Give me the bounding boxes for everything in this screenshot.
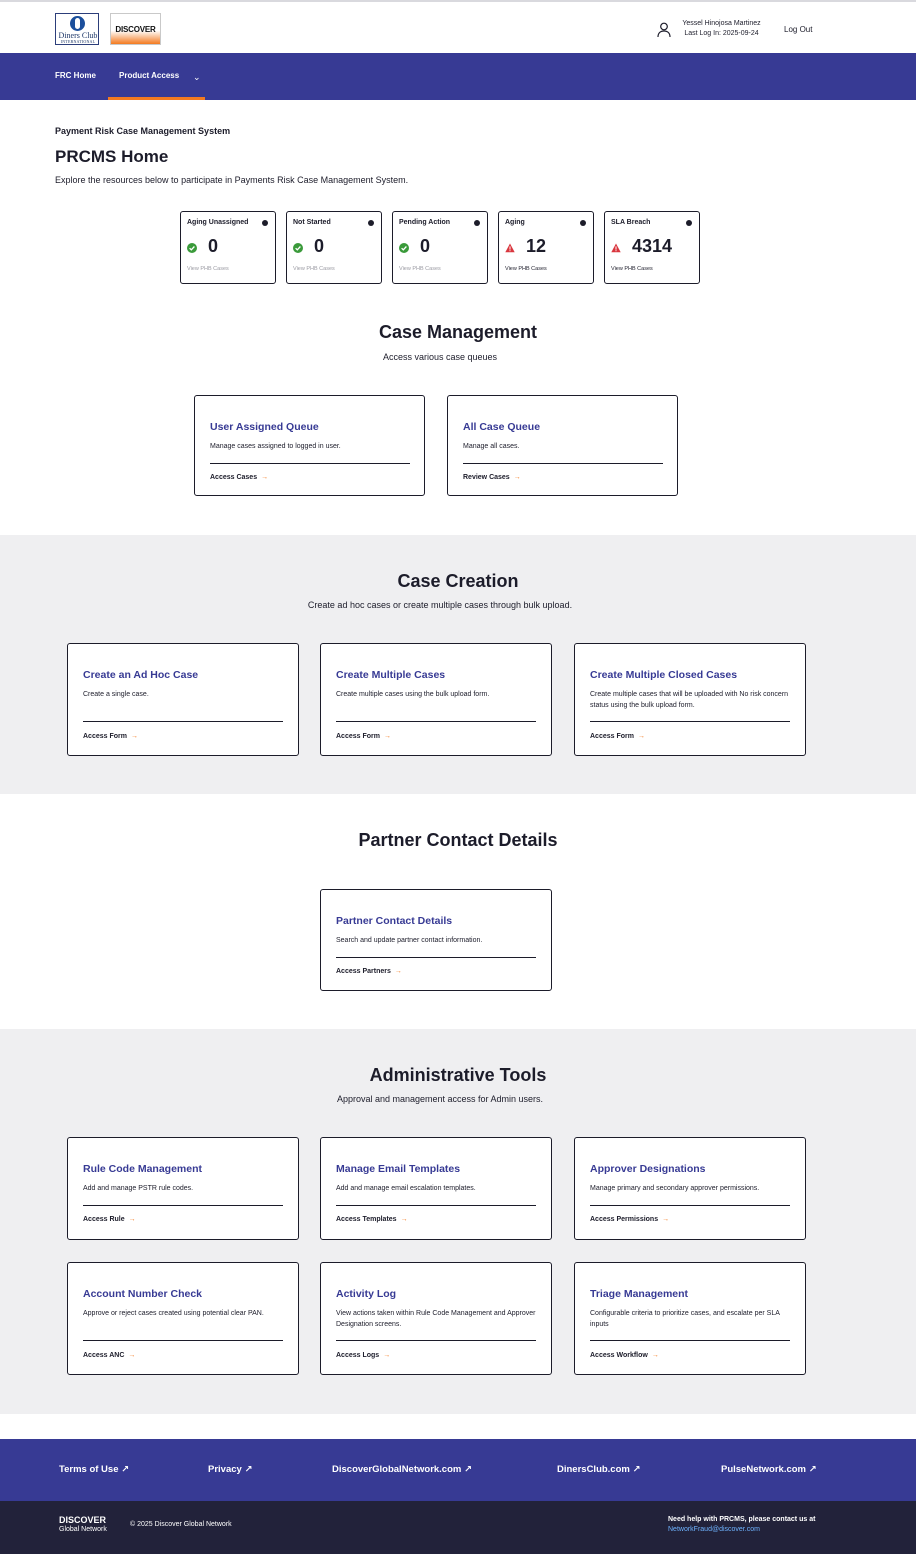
card-link-label: Access Form: [590, 733, 634, 740]
footer-link-terms[interactable]: Terms of Use ↗: [59, 1464, 130, 1475]
card-create-multiple-cases[interactable]: [320, 643, 552, 756]
view-phb-cases-link[interactable]: View PHB Cases: [611, 266, 653, 272]
card-title[interactable]: Create Multiple Cases: [336, 669, 446, 681]
card-divider: [336, 721, 536, 722]
card-description: View actions taken within Rule Code Management and Approver Designation screens.: [336, 1310, 536, 1328]
card-link-label: Access ANC: [83, 1352, 125, 1359]
diners-club-mark-icon: [70, 16, 85, 31]
card-triage-management[interactable]: [574, 1262, 806, 1375]
card-link-label: Access Workflow: [590, 1352, 648, 1359]
case-creation-title: Case Creation: [397, 571, 519, 591]
card-title[interactable]: Partner Contact Details: [336, 915, 453, 927]
card-title[interactable]: Triage Management: [590, 1288, 689, 1300]
footer-link-diners-club[interactable]: DinersClub.com ↗: [557, 1464, 641, 1475]
arrow-right-icon: →: [128, 1216, 136, 1223]
card-title[interactable]: Activity Log: [336, 1288, 397, 1300]
card-link-label: Access Form: [83, 733, 127, 740]
discover-logo-text: DISCOVER: [115, 25, 156, 34]
check-circle-icon: [187, 243, 197, 253]
check-circle-icon: [293, 243, 303, 253]
nav-product-access[interactable]: Product Access: [119, 71, 180, 80]
card-title[interactable]: User Assigned Queue: [210, 421, 319, 433]
card-partner-contact-details[interactable]: [320, 889, 552, 991]
card-link-label: Access Templates: [336, 1216, 397, 1223]
card-all-case-queue[interactable]: [447, 395, 678, 496]
admin-description: Approval and management access for Admin users.: [336, 1094, 544, 1104]
card-link[interactable]: [336, 1352, 390, 1359]
footer-copyright: © 2025 Discover Global Network: [130, 1521, 232, 1528]
card-account-number-check[interactable]: [67, 1262, 299, 1375]
card-description: Manage cases assigned to logged in user.: [210, 443, 341, 450]
card-link-label: Access Logs: [336, 1352, 380, 1359]
card-link-label: Access Permissions: [590, 1216, 659, 1223]
card-link-label: Access Partners: [336, 968, 391, 975]
info-icon[interactable]: [262, 220, 268, 226]
card-description: Manage all cases.: [463, 443, 520, 450]
stat-value: 12: [526, 236, 547, 256]
info-icon[interactable]: [580, 220, 586, 226]
card-link[interactable]: [210, 474, 268, 481]
arrow-right-icon: →: [651, 1352, 659, 1359]
footer-discover-logo: DISCOVER: [59, 1515, 107, 1525]
stat-value: 0: [208, 236, 219, 256]
card-link[interactable]: [590, 1216, 669, 1223]
arrow-right-icon: →: [394, 968, 402, 975]
card-link[interactable]: [590, 733, 645, 740]
card-link-label: Access Cases: [210, 474, 258, 481]
card-create-an-ad-hoc-case[interactable]: [67, 643, 299, 756]
logout-link[interactable]: Log Out: [784, 25, 813, 34]
arrow-right-icon: →: [400, 1216, 408, 1223]
view-phb-cases-link[interactable]: View PHB Cases: [187, 266, 229, 272]
arrow-right-icon: →: [261, 474, 269, 481]
card-link-label: Review Cases: [463, 474, 510, 481]
card-description: Manage primary and secondary approver permissions.: [590, 1185, 760, 1192]
card-title[interactable]: Rule Code Management: [83, 1163, 203, 1175]
nav-active-indicator: [108, 97, 205, 100]
card-activity-log[interactable]: [320, 1262, 552, 1375]
stat-card[interactable]: [498, 211, 594, 284]
card-divider: [590, 1340, 790, 1341]
main-nav: [0, 53, 916, 100]
card-description: Add and manage email escalation templates.: [336, 1185, 476, 1192]
partner-section-title: Partner Contact Details: [358, 830, 558, 850]
card-divider: [83, 1205, 283, 1206]
case-management-description: Access various case queues: [382, 352, 498, 362]
card-link[interactable]: [83, 1216, 136, 1223]
check-circle-icon: [399, 243, 409, 253]
page-title: PRCMS Home: [55, 147, 169, 166]
footer-help-text: Need help with PRCMS, please contact us at: [668, 1516, 816, 1523]
card-link[interactable]: [83, 733, 138, 740]
stat-card[interactable]: [180, 211, 276, 284]
card-title[interactable]: Approver Designations: [590, 1163, 706, 1175]
card-approver-designations[interactable]: [574, 1137, 806, 1240]
card-description: Configurable criteria to prioritize cases, and escalate per SLA inputs: [590, 1310, 780, 1328]
footer-link-pulse[interactable]: PulseNetwork.com ↗: [721, 1464, 817, 1475]
card-link[interactable]: [336, 733, 391, 740]
user-name: Yessel Hinojosa Martinez: [682, 20, 761, 27]
discover-logo[interactable]: [110, 13, 161, 45]
card-manage-email-templates[interactable]: [320, 1137, 552, 1240]
diners-logo-text: Diners Club: [58, 31, 98, 40]
card-title[interactable]: Create Multiple Closed Cases: [590, 669, 738, 681]
view-phb-cases-link[interactable]: View PHB Cases: [399, 266, 441, 272]
stat-value: 0: [420, 236, 431, 256]
stat-label: SLA Breach: [611, 219, 651, 226]
card-description: Create multiple cases that will be uploaded with No risk concern status using the bulk upload form.: [590, 691, 789, 709]
info-icon[interactable]: [368, 220, 374, 226]
diners-logo-subtext: INTERNATIONAL: [60, 39, 96, 44]
stat-label: Not Started: [293, 219, 331, 226]
page-description: Explore the resources below to participate in Payments Risk Case Management System.: [55, 175, 409, 185]
info-icon[interactable]: [686, 220, 692, 226]
stat-card[interactable]: [286, 211, 382, 284]
admin-title: Administrative Tools: [369, 1065, 547, 1085]
nav-frc-home[interactable]: FRC Home: [55, 71, 96, 80]
diners-club-logo[interactable]: [55, 13, 99, 45]
card-title[interactable]: Account Number Check: [83, 1288, 203, 1300]
stat-label: Aging: [505, 219, 525, 226]
card-divider: [463, 463, 663, 464]
card-title[interactable]: Create an Ad Hoc Case: [83, 669, 199, 681]
card-divider: [336, 1205, 536, 1206]
card-link-label: Access Form: [336, 733, 380, 740]
card-link[interactable]: [590, 1352, 659, 1359]
arrow-right-icon: →: [383, 733, 391, 740]
card-description: Search and update partner contact information.: [336, 937, 483, 944]
arrow-right-icon: →: [637, 733, 645, 740]
arrow-right-icon: →: [383, 1352, 391, 1359]
card-description: Create a single case.: [83, 691, 149, 698]
footer-link-privacy[interactable]: Privacy ↗: [208, 1464, 253, 1475]
card-divider: [590, 1205, 790, 1206]
site-header: [0, 2, 916, 53]
footer-link-discover-global[interactable]: DiscoverGlobalNetwork.com ↗: [332, 1464, 472, 1475]
warning-triangle-icon: [611, 243, 621, 253]
card-title[interactable]: Manage Email Templates: [336, 1163, 461, 1175]
card-description: Create multiple cases using the bulk upload form.: [336, 691, 490, 698]
card-divider: [336, 1340, 536, 1341]
card-link[interactable]: [83, 1352, 135, 1359]
footer-bottom: [0, 1501, 916, 1554]
chevron-down-icon[interactable]: ⌄: [193, 72, 201, 82]
card-link[interactable]: [463, 474, 521, 481]
card-divider: [210, 463, 410, 464]
info-icon[interactable]: [474, 220, 480, 226]
card-user-assigned-queue[interactable]: [194, 395, 425, 496]
last-login: Last Log In: 2025-09-24: [684, 30, 759, 37]
view-phb-cases-link[interactable]: View PHB Cases: [505, 266, 547, 272]
stat-value: 4314: [632, 236, 673, 256]
card-description: Approve or reject cases created using potential clear PAN.: [83, 1310, 264, 1317]
user-icon: [657, 22, 671, 38]
arrow-right-icon: →: [662, 1216, 670, 1223]
card-description: Add and manage PSTR rule codes.: [83, 1185, 194, 1192]
arrow-right-icon: →: [128, 1352, 136, 1359]
card-link-label: Access Rule: [83, 1216, 125, 1223]
view-phb-cases-link[interactable]: View PHB Cases: [293, 266, 335, 272]
card-divider: [590, 721, 790, 722]
card-divider: [336, 957, 536, 958]
card-link[interactable]: [336, 968, 402, 975]
warning-triangle-icon: [505, 243, 515, 253]
stat-card[interactable]: [392, 211, 488, 284]
card-link[interactable]: [336, 1216, 408, 1223]
footer-logo-subtext: Global Network: [59, 1526, 107, 1533]
footer-links-bar: [0, 1439, 916, 1501]
card-divider: [83, 1340, 283, 1341]
stat-value: 0: [314, 236, 325, 256]
arrow-right-icon: →: [130, 733, 138, 740]
card-rule-code-management[interactable]: [67, 1137, 299, 1240]
card-title[interactable]: All Case Queue: [463, 421, 541, 433]
page-eyebrow: Payment Risk Case Management System: [55, 126, 231, 136]
case-creation-description: Create ad hoc cases or create multiple cases through bulk upload.: [307, 600, 573, 610]
card-divider: [83, 721, 283, 722]
footer-help-email[interactable]: NetworkFraud@discover.com: [668, 1526, 760, 1533]
arrow-right-icon: →: [513, 474, 521, 481]
stat-card[interactable]: [604, 211, 700, 284]
stat-label: Pending Action: [399, 219, 451, 226]
case-management-title: Case Management: [378, 322, 538, 342]
stat-label: Aging Unassigned: [187, 219, 249, 226]
card-create-multiple-closed-cases[interactable]: [574, 643, 806, 756]
